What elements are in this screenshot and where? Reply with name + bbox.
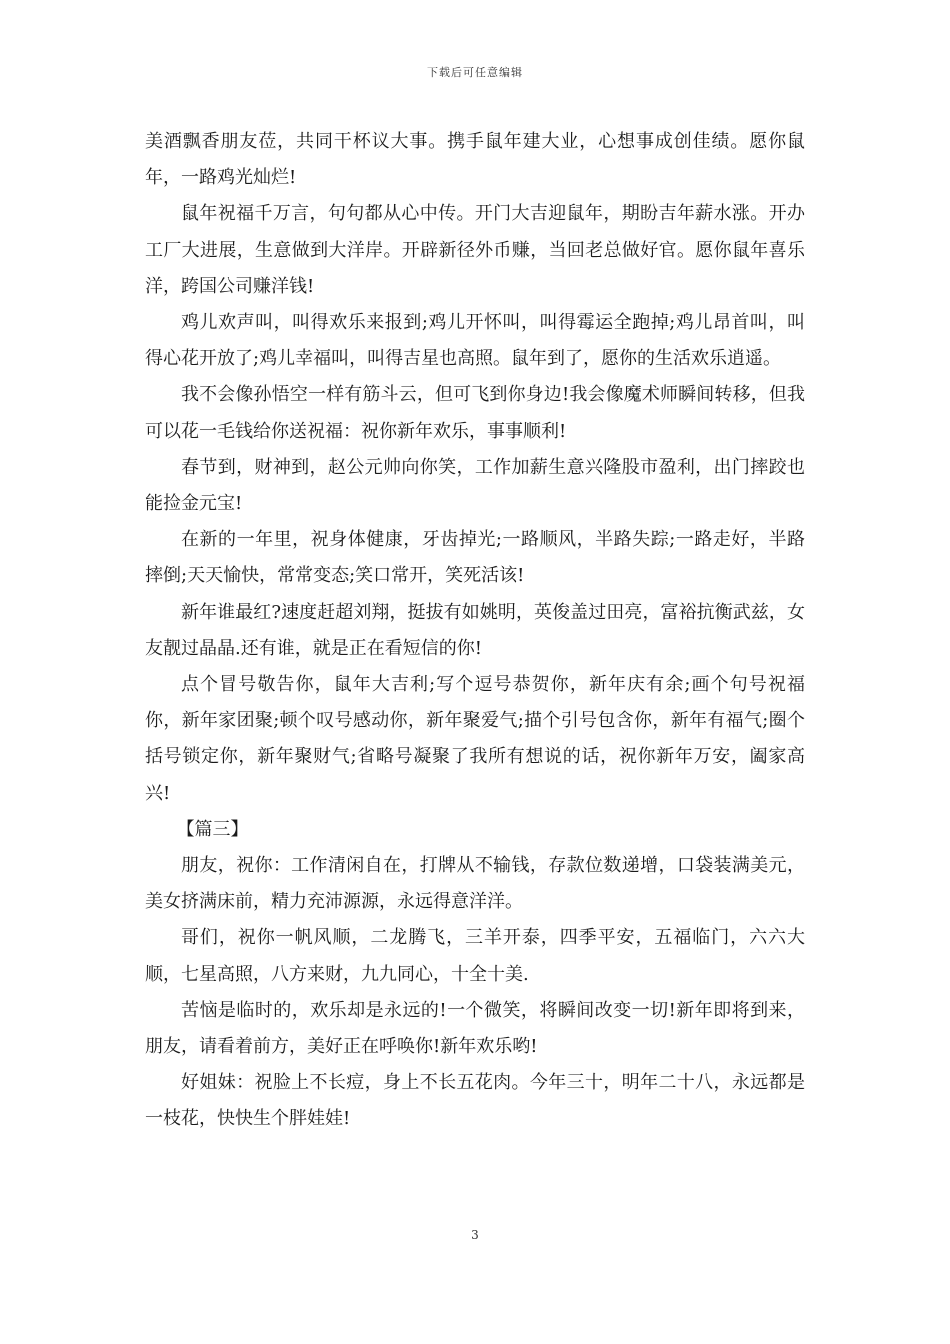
page-header: 下载后可任意编辑 <box>427 66 523 79</box>
paragraph: 朋友，祝你：工作清闲自在，打牌从不输钱，存款位数递增，口袋装满美元，美女挤满床前，精力充沛源源，永远得意洋洋。 <box>145 855 805 913</box>
paragraph: 美酒飘香朋友莅，共同干杯议大事。携手鼠年建大业，心想事成创佳绩。愿你鼠年，一路鸡光灿烂! <box>145 131 805 189</box>
paragraph: 苦恼是临时的，欢乐却是永远的!一个微笑，将瞬间改变一切!新年即将到来，朋友，请看着前方，美好正在呼唤你!新年欢乐哟! <box>145 999 805 1058</box>
paragraph: 在新的一年里，祝身体健康，牙齿掉光;一路顺风，半路失踪;一路走好，半路摔倒;天天愉快，常常变态;笑口常开，笑死活该! <box>145 529 805 587</box>
paragraph: 春节到，财神到，赵公元帅向你笑，工作加薪生意兴隆股市盈利，出门摔跤也能捡金元宝! <box>145 456 805 515</box>
paragraph: 好姐妹：祝脸上不长痘，身上不长五花肉。今年三十，明年二十八，永远都是一枝花，快快生个胖娃娃! <box>145 1072 805 1130</box>
paragraph: 哥们，祝你一帆风顺，二龙腾飞，三羊开泰，四季平安，五福临门，六六大顺，七星高照，八方来财，九九同心，十全十美. <box>145 927 805 985</box>
paragraph: 鼠年祝福千万言，句句都从心中传。开门大吉迎鼠年，期盼吉年薪水涨。开办工厂大进展，生意做到大洋岸。开辟新径外币赚，当回老总做好官。愿你鼠年喜乐洋，跨国公司赚洋钱! <box>145 203 805 297</box>
paragraph: 点个冒号敬告你，鼠年大吉利;写个逗号恭贺你，新年庆有余;画个句号祝福你，新年家团聚;顿个叹号感动你，新年聚爱气;描个引号包含你，新年有福气;圈个括号锁定你，新年聚财气;省略号凝聚了我所有想说的话，祝你新年万安，阖家高兴! <box>145 674 805 804</box>
paragraph: 鸡儿欢声叫，叫得欢乐来报到;鸡儿开怀叫，叫得霉运全跑掉;鸡儿昂首叫，叫得心花开放了;鸡儿幸福叫，叫得吉星也高照。鼠年到了，愿你的生活欢乐逍遥。 <box>145 312 805 370</box>
document-body <box>145 124 805 1138</box>
paragraph: 我不会像孙悟空一样有筋斗云，但可飞到你身边!我会像魔术师瞬间转移，但我可以花一毛钱给你送祝福：祝你新年欢乐，事事顺利! <box>145 384 805 442</box>
page-number: 3 <box>471 1228 479 1242</box>
section-heading: 【篇三】 <box>176 818 249 840</box>
paragraph: 新年谁最红?速度赶超刘翔，挺拔有如姚明，英俊盖过田亮，富裕抗衡武兹，女友靓过晶晶.还有谁，就是正在看短信的你! <box>145 601 805 659</box>
